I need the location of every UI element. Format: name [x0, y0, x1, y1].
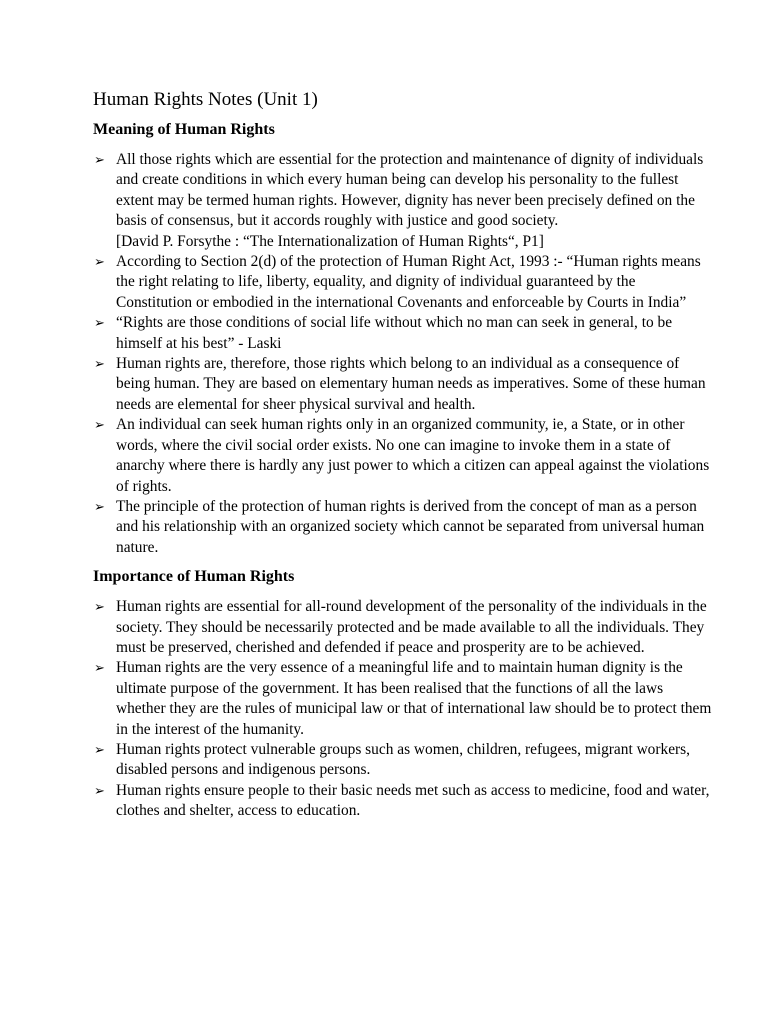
section-heading: Meaning of Human Rights [93, 121, 275, 138]
arrow-bullet-icon: ➢ [94, 356, 105, 372]
arrow-bullet-icon: ➢ [94, 417, 105, 433]
list-item-text: Human rights are essential for all-round development of the personality of the individuals in the society. They should be necessarily protected and be made available to all the individuals. They must be preserved, cherished and defended if peace and prosperity are to be achieved. [116, 598, 707, 656]
list-item [93, 415, 713, 497]
list-item [93, 740, 713, 781]
list-item [93, 497, 713, 558]
list-item [93, 313, 713, 354]
bullet-list [93, 597, 713, 821]
list-item [93, 252, 713, 313]
arrow-bullet-icon: ➢ [94, 152, 105, 167]
list-item-text: Human rights are the very essence of a meaningful life and to maintain human dignity is the ultimate purpose of the government. It has been realised that the functions of all the laws whether they are the rules of municipal law or that of international law should be to protect them in the interest of the humanity. [116, 659, 712, 738]
list-item [93, 354, 713, 415]
list-item-text: Human rights ensure people to their basic needs met such as access to medicine, food and water, clothes and shelter, access to education. [116, 781, 710, 820]
arrow-bullet-icon: ➢ [94, 315, 105, 331]
arrow-bullet-icon: ➢ [94, 660, 105, 676]
citation: [David P. Forsythe : “The Internationalization of Human Rights“, P1] [116, 232, 544, 250]
document-page [93, 88, 713, 822]
arrow-bullet-icon: ➢ [94, 741, 105, 757]
list-item-text: Human rights protect vulnerable groups such as women, children, refugees, migrant workers, disabled persons and indigenous persons. [116, 740, 690, 779]
section-importance [93, 567, 713, 821]
list-item-text: “Rights are those conditions of social life without which no man can seek in general, to be himself at his best” - Laski [116, 314, 673, 352]
list-item-text: According to Section 2(d) of the protection of Human Right Act, 1993 :- “Human rights means the right relating to life, liberty, equality, and dignity of individual guaranteed by the Constitution or embodied in the international Covenants and enforceable by Courts in India” [116, 253, 701, 311]
page-title: Human Rights Notes (Unit 1) [93, 89, 318, 110]
list-item-text: Human rights are, therefore, those rights which belong to an individual as a consequence of being human. They are based on elementary human needs as imperatives. Some of these human needs are elemental for sheer physical survival and health. [116, 355, 706, 413]
arrow-bullet-icon: ➢ [94, 599, 105, 615]
list-item [93, 658, 713, 740]
arrow-bullet-icon: ➢ [94, 498, 105, 514]
arrow-bullet-icon: ➢ [94, 254, 105, 270]
list-item [93, 781, 713, 822]
bullet-list [93, 150, 713, 558]
section-heading: Importance of Human Rights [93, 568, 295, 586]
list-item [93, 150, 713, 252]
list-item-text: An individual can seek human rights only in an organized community, ie, a State, or in other words, where the civil social order exists. No one can imagine to invoke them in a state of anarchy where there is hardly any just power to which a citizen can appeal against the violations of rights. [116, 416, 710, 495]
list-item [93, 597, 713, 658]
arrow-bullet-icon: ➢ [94, 782, 105, 798]
list-item-text: All those rights which are essential for the protection and maintenance of dignity of individuals and create conditions in which every human being can develop his personality to the fullest extent may be termed human rights. However, dignity has never been precisely defined on the basis of consensus, but it accords roughly with justice and good society. [116, 151, 704, 230]
list-item-text: The principle of the protection of human rights is derived from the concept of man as a person and his relationship with an organized society which cannot be separated from universal human nature. [116, 497, 705, 556]
section-meaning [93, 120, 713, 558]
